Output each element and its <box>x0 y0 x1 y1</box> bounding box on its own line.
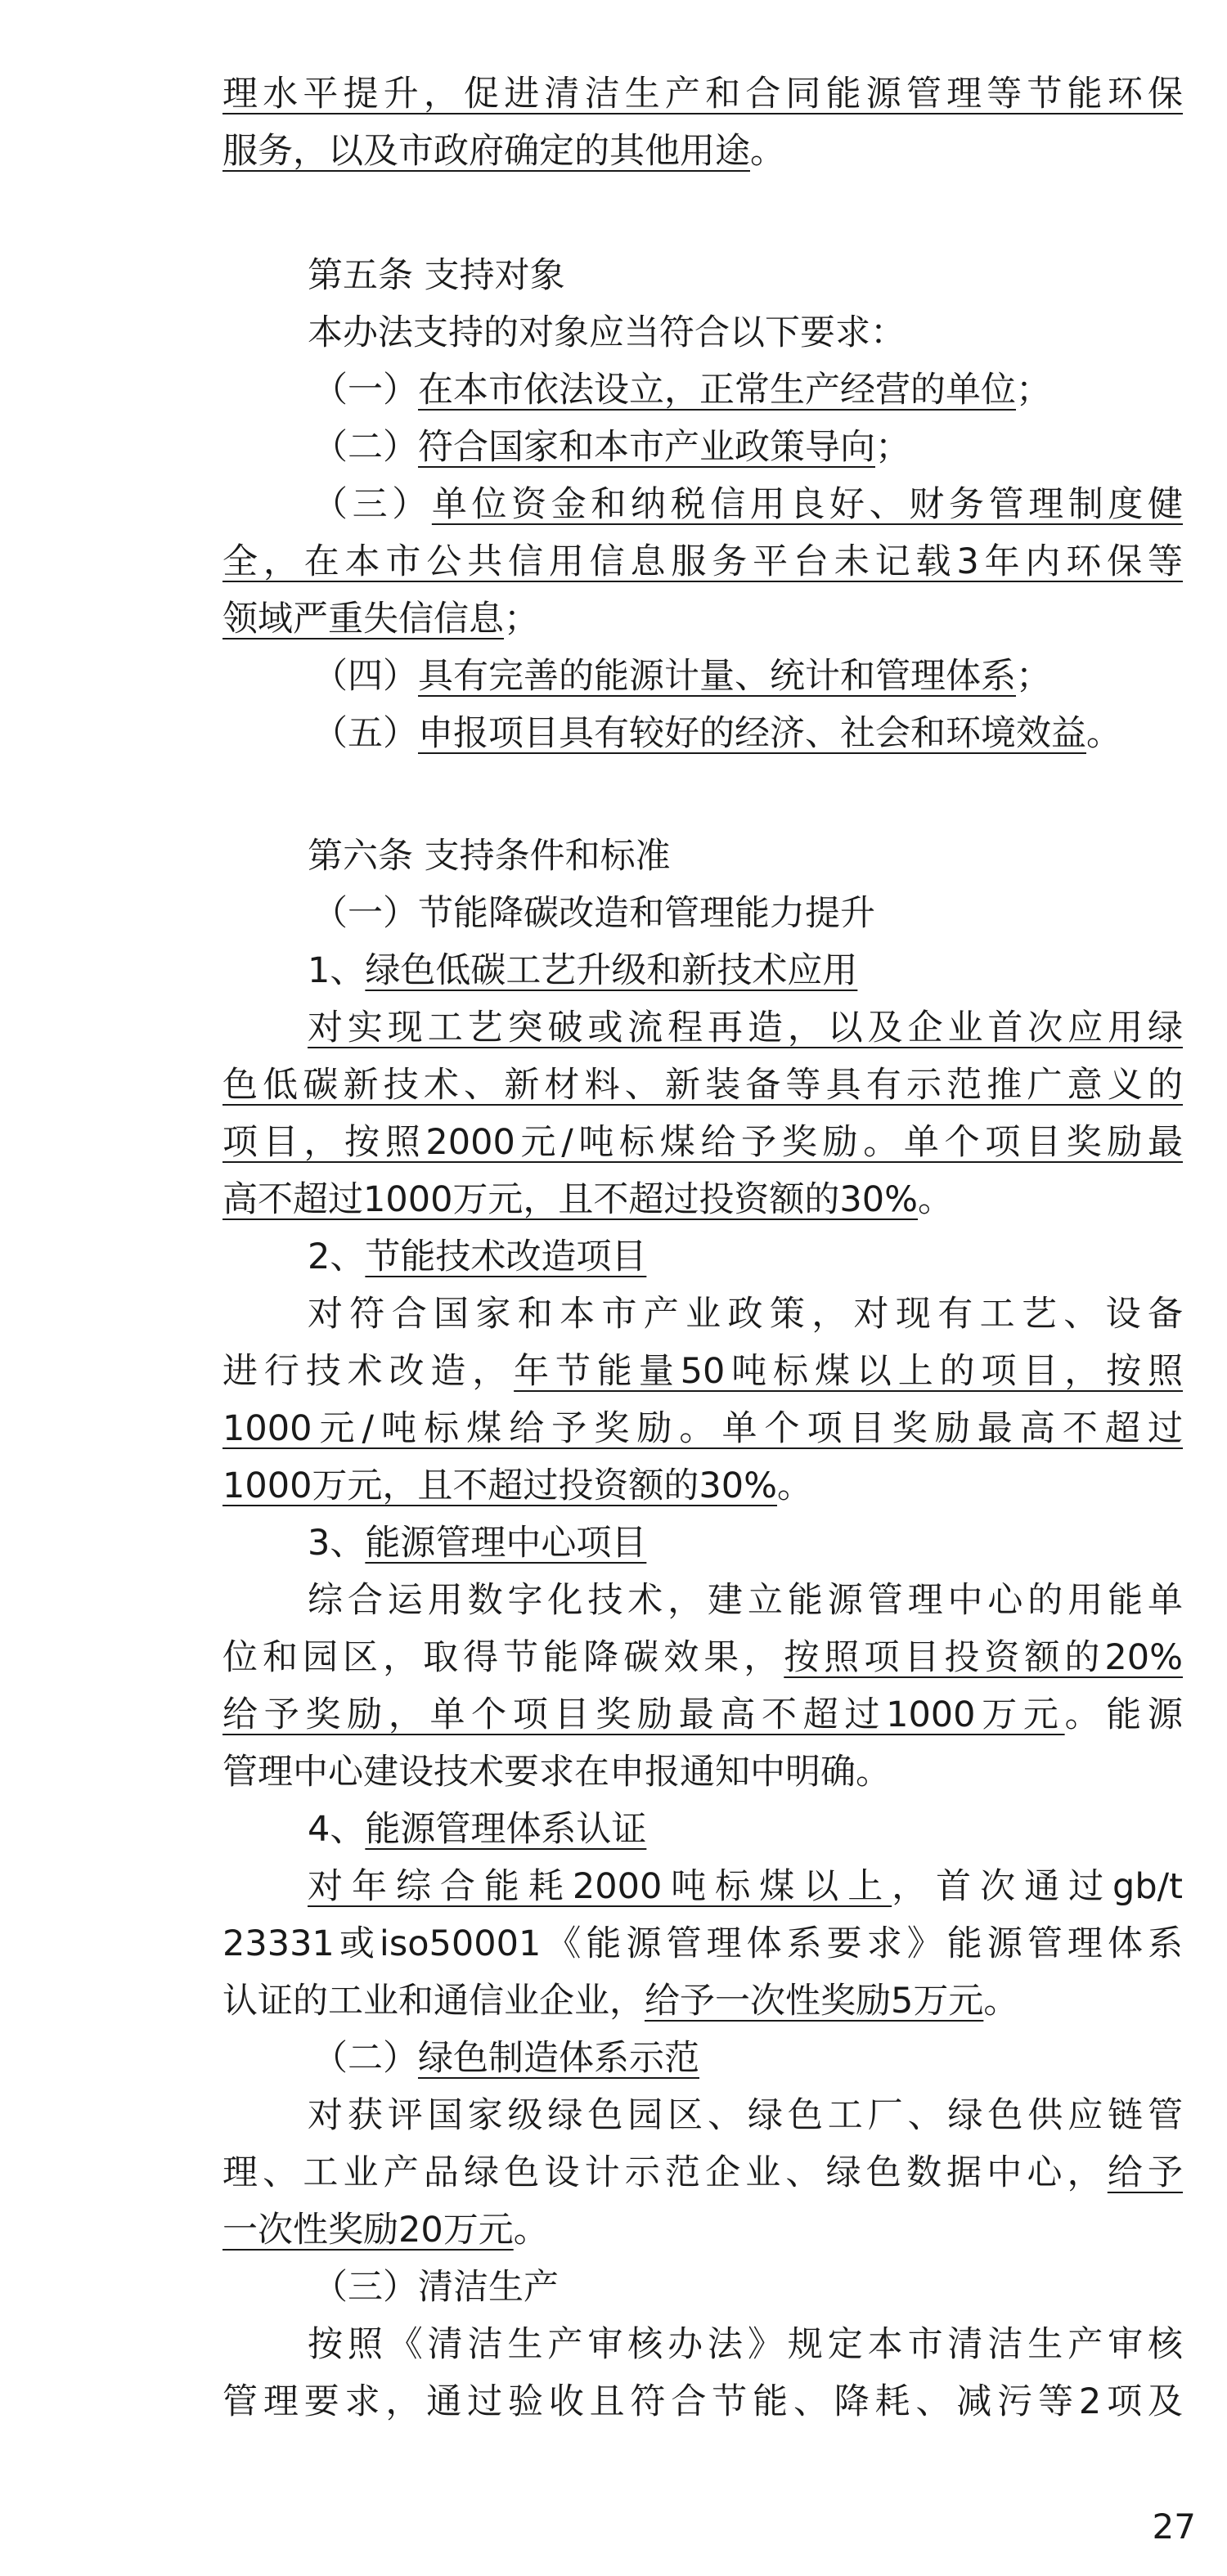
text-line: 给予奖励，单个项目奖励最高不超过1000万元。能源 <box>222 1694 1183 1735</box>
subsection-heading: 1、绿色低碳工艺升级和新技术应用 <box>308 950 858 991</box>
text-line: 1000元/吨标煤给予奖励。单个项目奖励最高不超过 <box>222 1408 1183 1449</box>
text-line: 对获评国家级绿色园区、绿色工厂、绿色供应链管 <box>308 2095 1183 2136</box>
text-line: 一次性奖励20万元。 <box>222 2210 549 2251</box>
subsection-heading: 4、能源管理体系认证 <box>308 1809 647 1850</box>
subsection-heading: 3、能源管理中心项目 <box>308 1523 647 1564</box>
text-line: 高不超过1000万元，且不超过投资额的30%。 <box>222 1179 954 1220</box>
text-line: 管理要求，通过验收且符合节能、降耗、减污等2项及 <box>222 2381 1183 2422</box>
text-line: 领域严重失信信息； <box>222 599 539 640</box>
list-item: （一）在本市依法设立，正常生产经营的单位； <box>312 370 1051 411</box>
text-line: 对年综合能耗2000吨标煤以上，首次通过gb/t <box>308 1866 1183 1907</box>
text-line: 项目，按照2000元/吨标煤给予奖励。单个项目奖励最 <box>222 1122 1183 1163</box>
subsection-heading: 2、节能技术改造项目 <box>308 1236 647 1277</box>
page-number: 27 <box>1152 2506 1196 2547</box>
text-line: 按照《清洁生产审核办法》规定本市清洁生产审核 <box>308 2324 1183 2365</box>
section-heading: （二）绿色制造体系示范 <box>312 2038 699 2079</box>
text-line: 理水平提升，促进清洁生产和合同能源管理等节能环保 <box>222 74 1183 114</box>
section-heading: （一）节能降碳改造和管理能力提升 <box>312 893 875 934</box>
text-line: 认证的工业和通信业企业，给予一次性奖励5万元。 <box>222 1981 1019 2022</box>
text-line: 综合运用数字化技术，建立能源管理中心的用能单 <box>308 1580 1183 1621</box>
text-line: 位和园区，取得节能降碳效果，按照项目投资额的20% <box>222 1637 1184 1678</box>
list-item: （五）申报项目具有较好的经济、社会和环境效益。 <box>312 713 1121 754</box>
section-heading: （三）清洁生产 <box>312 2267 559 2308</box>
text-line: 进行技术改造，年节能量50吨标煤以上的项目，按照 <box>222 1351 1184 1392</box>
text-line: 服务，以及市政府确定的其他用途。 <box>222 131 785 172</box>
list-item: （三）单位资金和纳税信用良好、财务管理制度健 <box>312 484 1184 525</box>
text-line: 1000万元，且不超过投资额的30%。 <box>222 1465 813 1506</box>
text-line: 对符合国家和本市产业政策，对现有工艺、设备 <box>308 1294 1183 1335</box>
text-line: 本办法支持的对象应当符合以下要求： <box>308 312 906 353</box>
list-item: （二）符合国家和本市产业政策导向； <box>312 427 910 468</box>
article-heading: 第五条 支持对象 <box>308 255 565 296</box>
text-line: 23331或iso50001《能源管理体系要求》能源管理体系 <box>222 1923 1183 1964</box>
text-line: 全，在本市公共信用信息服务平台未记载3年内环保等 <box>222 541 1183 582</box>
text-line: 色低碳新技术、新材料、新装备等具有示范推广意义的 <box>222 1065 1183 1106</box>
list-item: （四）具有完善的能源计量、统计和管理体系； <box>312 656 1051 697</box>
article-heading: 第六条 支持条件和标准 <box>308 836 671 877</box>
text-line: 理、工业产品绿色设计示范企业、绿色数据中心，给予 <box>222 2152 1184 2193</box>
text-line: 对实现工艺突破或流程再造，以及企业首次应用绿 <box>308 1008 1183 1048</box>
text-line: 管理中心建设技术要求在申报通知中明确。 <box>222 1752 891 1793</box>
